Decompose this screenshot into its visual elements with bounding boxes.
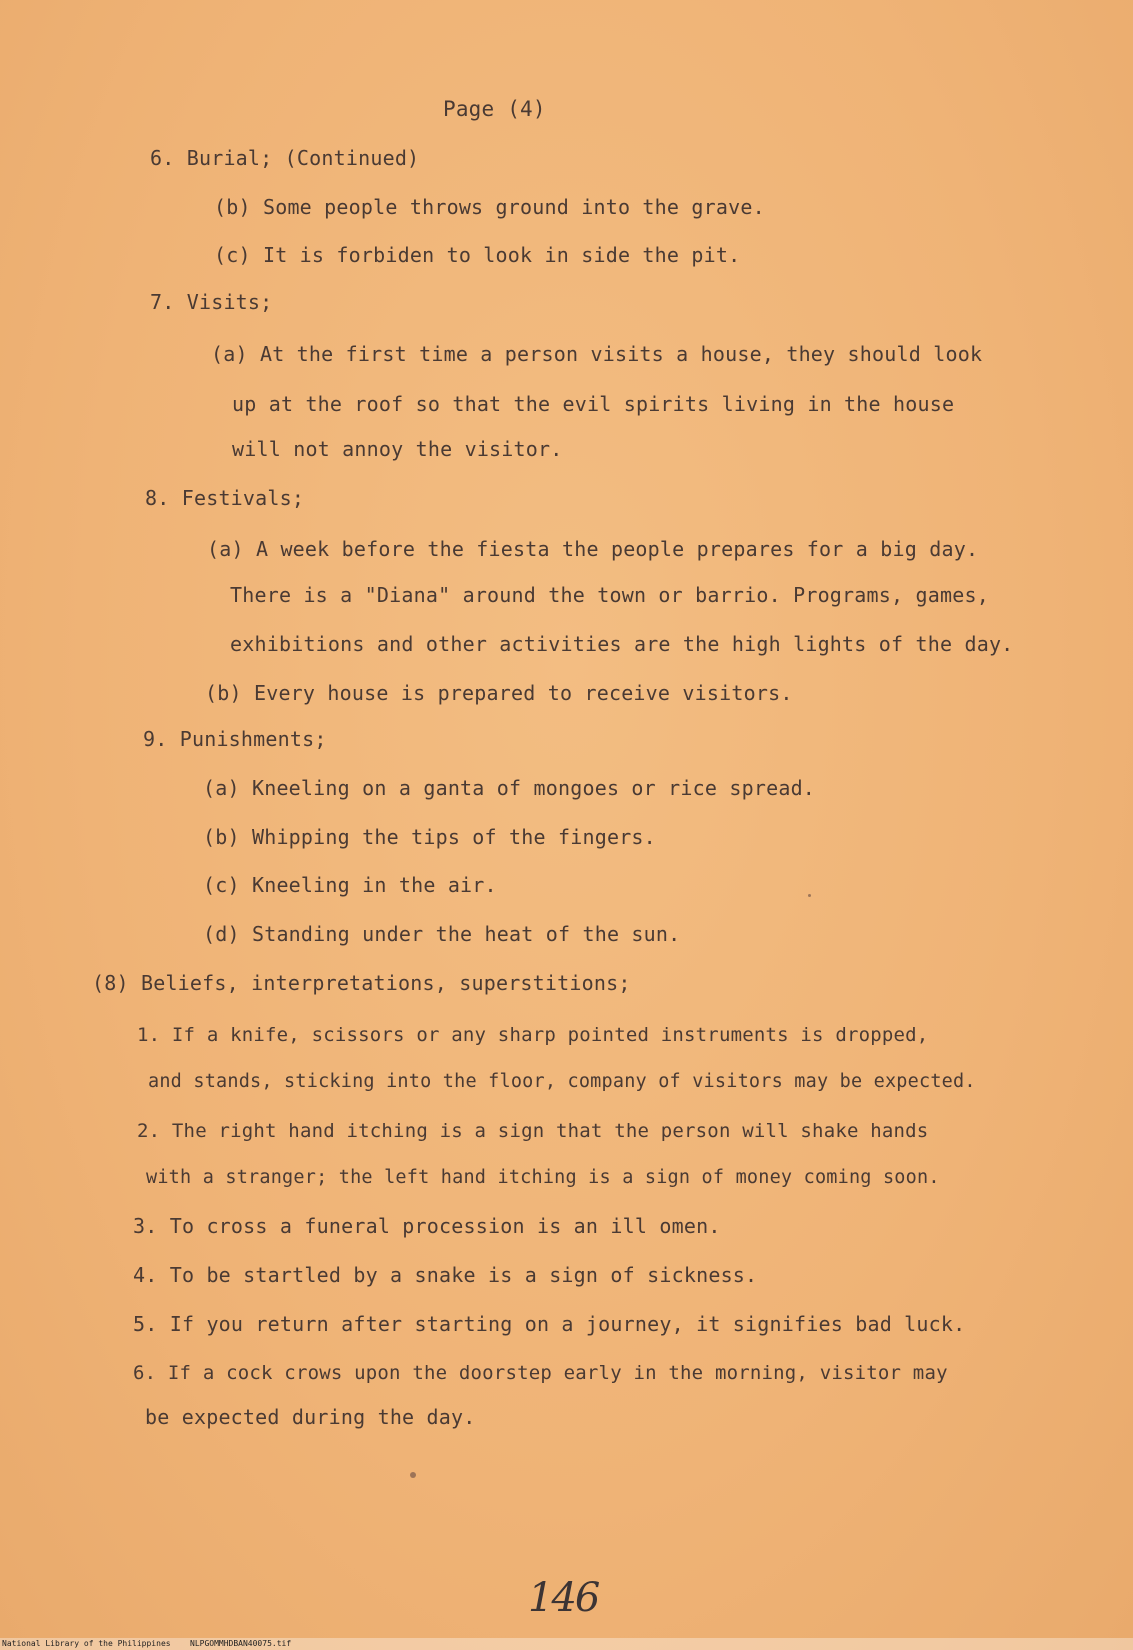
archive-footer [0, 1638, 1133, 1650]
list-item: (b) Every house is prepared to receive visitors. [205, 681, 793, 705]
list-item-continuation: with a stranger; the left hand itching is a sign of money coming soon. [146, 1167, 940, 1188]
list-item-continuation: There is a "Diana" around the town or barrio. Programs, games, [230, 583, 989, 607]
list-item: (c) Kneeling in the air. [203, 873, 497, 897]
list-item-continuation: exhibitions and other activities are the high lights of the day. [230, 632, 1014, 656]
list-item: (a) A week before the fiesta the people prepares for a big day. [207, 537, 979, 561]
section-heading-punishments: 9. Punishments; [143, 727, 327, 751]
page-title: Page (4) [443, 97, 546, 121]
list-item: (c) It is forbiden to look in side the pit. [214, 243, 741, 267]
list-item: (b) Whipping the tips of the fingers. [203, 825, 656, 849]
section-heading-festivals: 8. Festivals; [145, 486, 305, 510]
list-item: 4. To be startled by a snake is a sign of sickness. [133, 1263, 758, 1287]
handwritten-page-number: 146 [528, 1575, 599, 1621]
ink-spot [808, 894, 811, 897]
list-item-continuation: and stands, sticking into the floor, company of visitors may be expected. [148, 1071, 976, 1092]
list-item: (b) Some people throws ground into the grave. [214, 195, 765, 219]
list-item: 1. If a knife, scissors or any sharp pointed instruments is dropped, [137, 1024, 929, 1046]
list-item: (a) At the first time a person visits a house, they should look [211, 342, 983, 366]
footer-file: NLPGOMMHDBAN40075.tif [190, 1639, 292, 1648]
section-heading-visits: 7. Visits; [150, 290, 273, 314]
footer-library: National Library of the Philippines [2, 1639, 171, 1648]
ink-spot [410, 1472, 416, 1478]
list-item: 2. The right hand itching is a sign that the person will shake hands [137, 1120, 929, 1142]
list-item-continuation: up at the roof so that the evil spirits living in the house [232, 392, 955, 416]
list-item: 6. If a cock crows upon the doorstep early in the morning, visitor may [133, 1362, 948, 1384]
list-item: (d) Standing under the heat of the sun. [203, 922, 681, 946]
list-item: 5. If you return after starting on a journey, it signifies bad luck. [133, 1312, 966, 1336]
section-heading-burial: 6. Burial; (Continued) [150, 146, 420, 170]
list-item-continuation: will not annoy the visitor. [232, 437, 563, 461]
list-item-continuation: be expected during the day. [145, 1405, 476, 1429]
list-item: (a) Kneeling on a ganta of mongoes or rice spread. [203, 776, 816, 800]
section-heading-beliefs: (8) Beliefs, interpretations, superstitions; [92, 971, 631, 995]
list-item: 3. To cross a funeral procession is an ill omen. [133, 1214, 721, 1238]
